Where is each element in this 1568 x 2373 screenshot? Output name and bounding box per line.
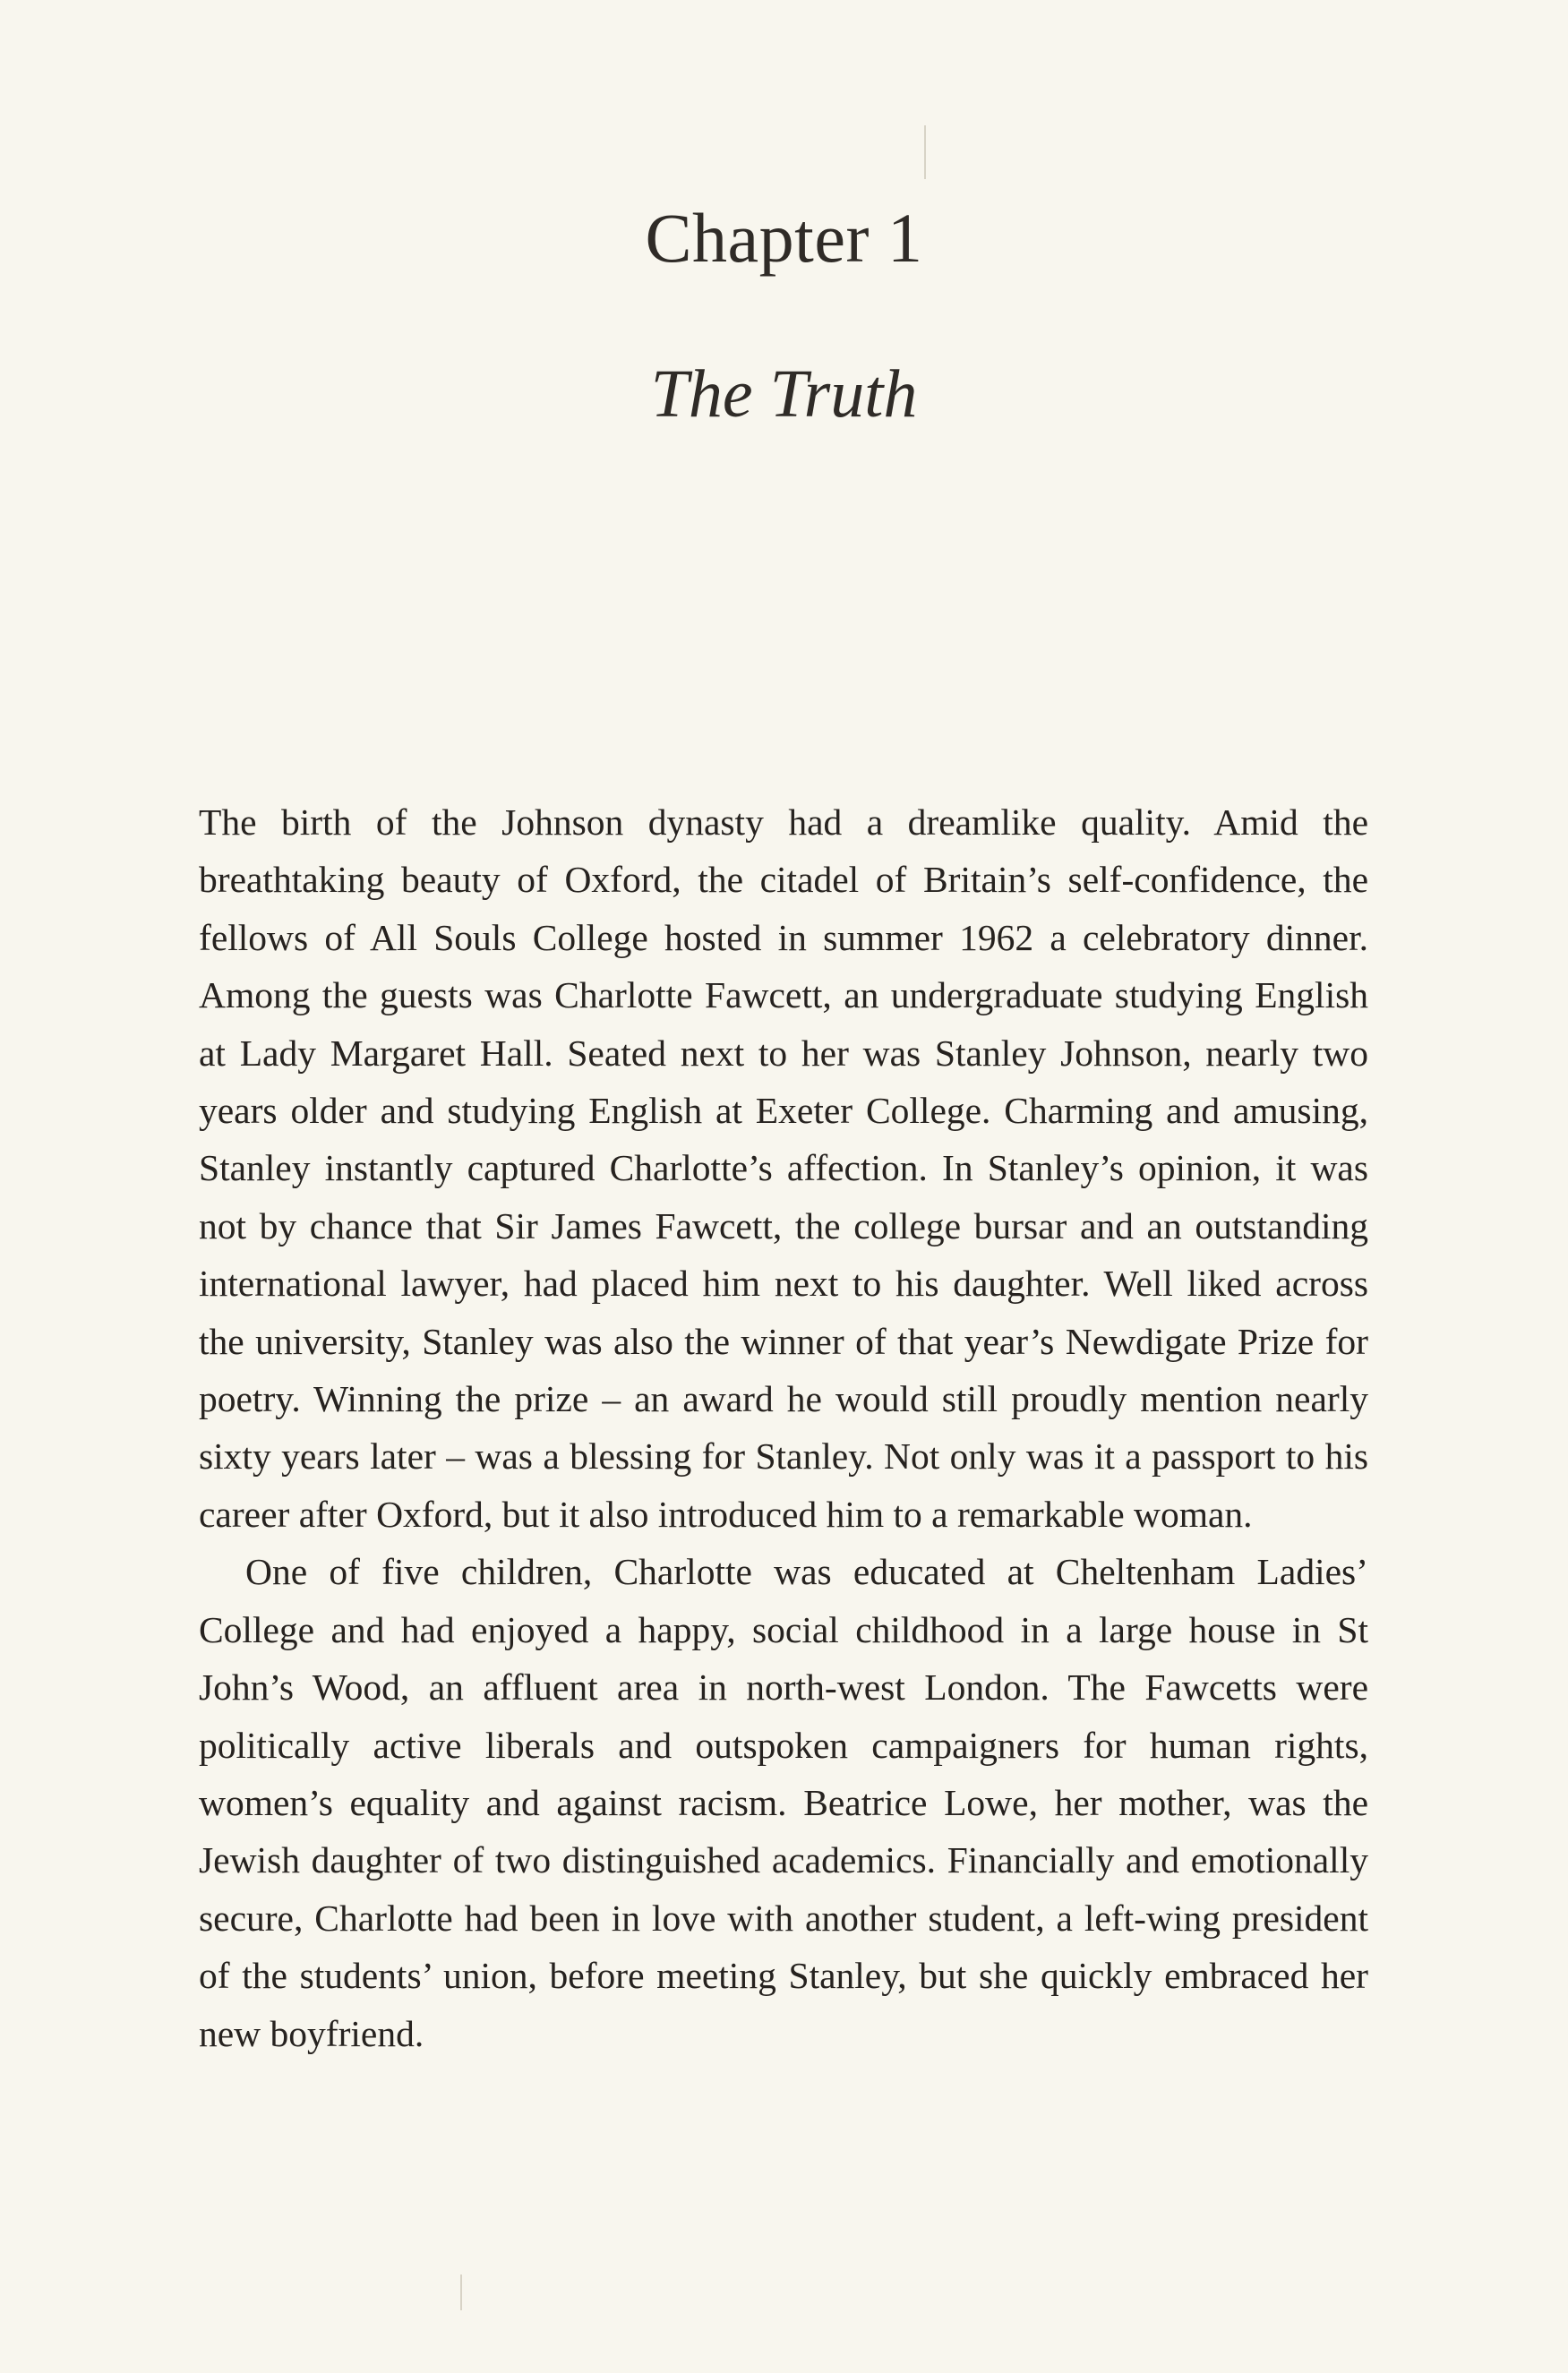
paragraph-1: The birth of the Johnson dynasty had a dreamlike quality. Amid the breathtaking beauty of Oxford, the citadel of Britain’s self-confidence, the fellows of All Souls College hosted in summer 1962 a celebratory dinner. Among the guests was Charlotte Fawcett, an undergraduate studying English at Lady Margaret Hall. Seated next to her was Stanley Johnson, nearly two years older and studying English at Exeter College. Charming and amusing, Stanley instantly captured Charlotte’s affection. In Stanley’s opinion, it was not by chance that Sir James Fawcett, the college bursar and an outstanding international lawyer, had placed him next to his daughter. Well liked across the university, Stanley was also the winner of that year’s Newdigate Prize for poetry. Winning the prize – an award he would still proudly mention nearly sixty years later – was a blessing for Stanley. Not only was it a passport to his career after Oxford, but it also introduced him to a remarkable woman. xyxy=(199,801,1368,1535)
paragraph-2: One of five children, Charlotte was educated at Cheltenham Ladies’ College and had enjoyed a happy, social childhood in a large house in St John’s Wood, an affluent area in north-west London. The Fawcetts were politically active liberals and outspoken campaigners for human rights, women’s equality and against racism. Beatrice Lowe, her mother, was the Jewish daughter of two distinguished academics. Financially and emotionally secure, Charlotte had been in love with another student, a left-wing president of the students’ union, before meeting Stanley, but she quickly embraced her new boyfriend. xyxy=(199,1551,1368,2054)
scan-artifact-top xyxy=(924,125,926,179)
chapter-body xyxy=(199,793,1368,2062)
chapter-number: Chapter 1 xyxy=(645,199,923,277)
scan-artifact-bottom xyxy=(460,2274,462,2310)
chapter-title: The Truth xyxy=(650,356,918,432)
